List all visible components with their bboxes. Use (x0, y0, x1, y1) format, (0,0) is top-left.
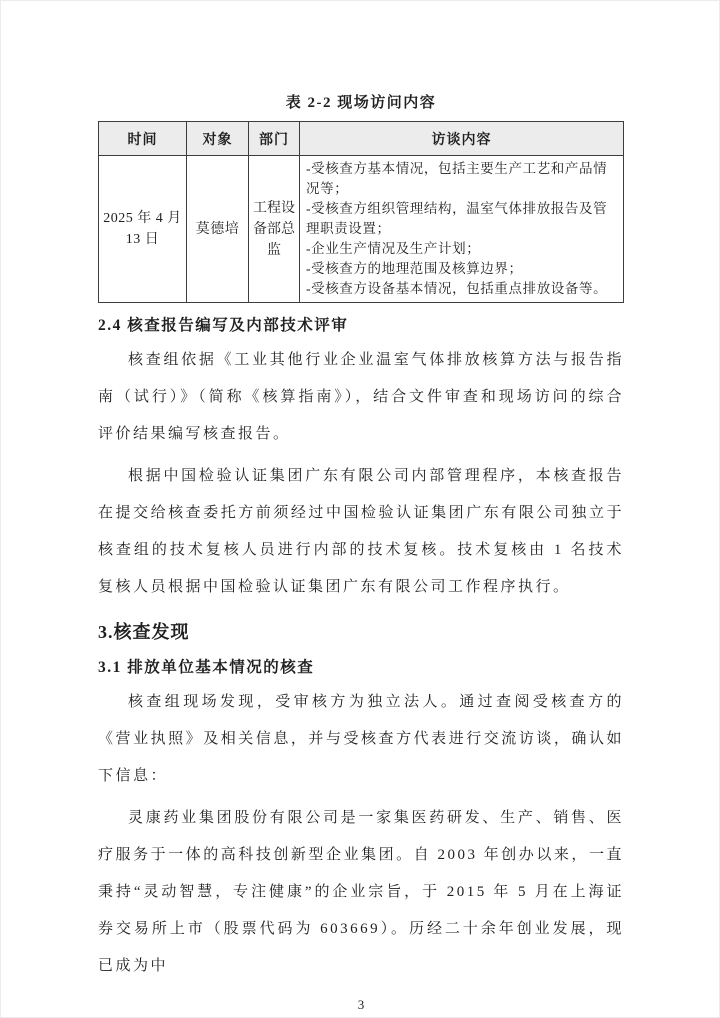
page-number: 3 (357, 997, 365, 1012)
interview-item: -企业生产情况及生产计划； (306, 241, 481, 256)
header-person: 对象 (187, 122, 249, 156)
interview-item: -受核查方基本情况，包括主要生产工艺和产品情况等； (306, 161, 608, 196)
paragraph-2-4-2: 根据中国检验认证集团广东有限公司内部管理程序，本核查报告在提交给核查委托方前须经过中国检验认证集团广东有限公司独立于核查组的技术复核人员进行内部的技术复核。技术复核由 1 名技术复核人员根据中国检验认证集团广东有限公司工作程序执行。 (98, 468, 624, 595)
paragraph-2-4-1: 核查组依据《工业其他行业企业温室气体排放核算方法与报告指南（试行）》（简称《核算指南》），结合文件审查和现场访问的综合评价结果编写核查报告。 (98, 352, 624, 442)
header-interview-content: 访谈内容 (300, 122, 624, 156)
interview-item: -受核查方组织管理结构，温室气体排放报告及管理职责设置； (306, 201, 608, 236)
cell-time: 2025 年 4 月 13 日 (99, 156, 187, 303)
header-time: 时间 (99, 122, 187, 156)
table-header-row (99, 122, 624, 156)
section-heading-2-4: 2.4 核查报告编写及内部技术评审 (98, 317, 349, 334)
cell-person: 莫德培 (187, 156, 249, 303)
paragraph-3-1-1: 核查组现场发现，受审核方为独立法人。通过查阅受核查方的《营业执照》及相关信息，并与受核查方代表进行交流访谈，确认如下信息： (98, 694, 624, 784)
site-visit-table (98, 121, 624, 303)
interview-item: -受核查方设备基本情况，包括重点排放设备等。 (306, 281, 608, 296)
table-caption: 表 2-2 现场访问内容 (285, 95, 437, 111)
paragraph-3-1-2: 灵康药业集团股份有限公司是一家集医药研发、生产、销售、医疗服务于一体的高科技创新型企业集团。自 2003 年创办以来，一直秉持“灵动智慧，专注健康”的企业宗旨，于 2015 年 5 月在上海证券交易所上市（股票代码为 603669）。历经二十余年创业发展，现已成为中 (98, 810, 624, 974)
table-row (99, 156, 624, 303)
cell-interview-content (300, 156, 624, 303)
section-heading-3-1: 3.1 排放单位基本情况的核查 (98, 659, 315, 676)
cell-department: 工程设备部总监 (249, 156, 300, 303)
interview-item: -受核查方的地理范围及核算边界； (306, 261, 523, 276)
section-heading-3: 3.核查发现 (98, 622, 190, 642)
header-department: 部门 (249, 122, 300, 156)
